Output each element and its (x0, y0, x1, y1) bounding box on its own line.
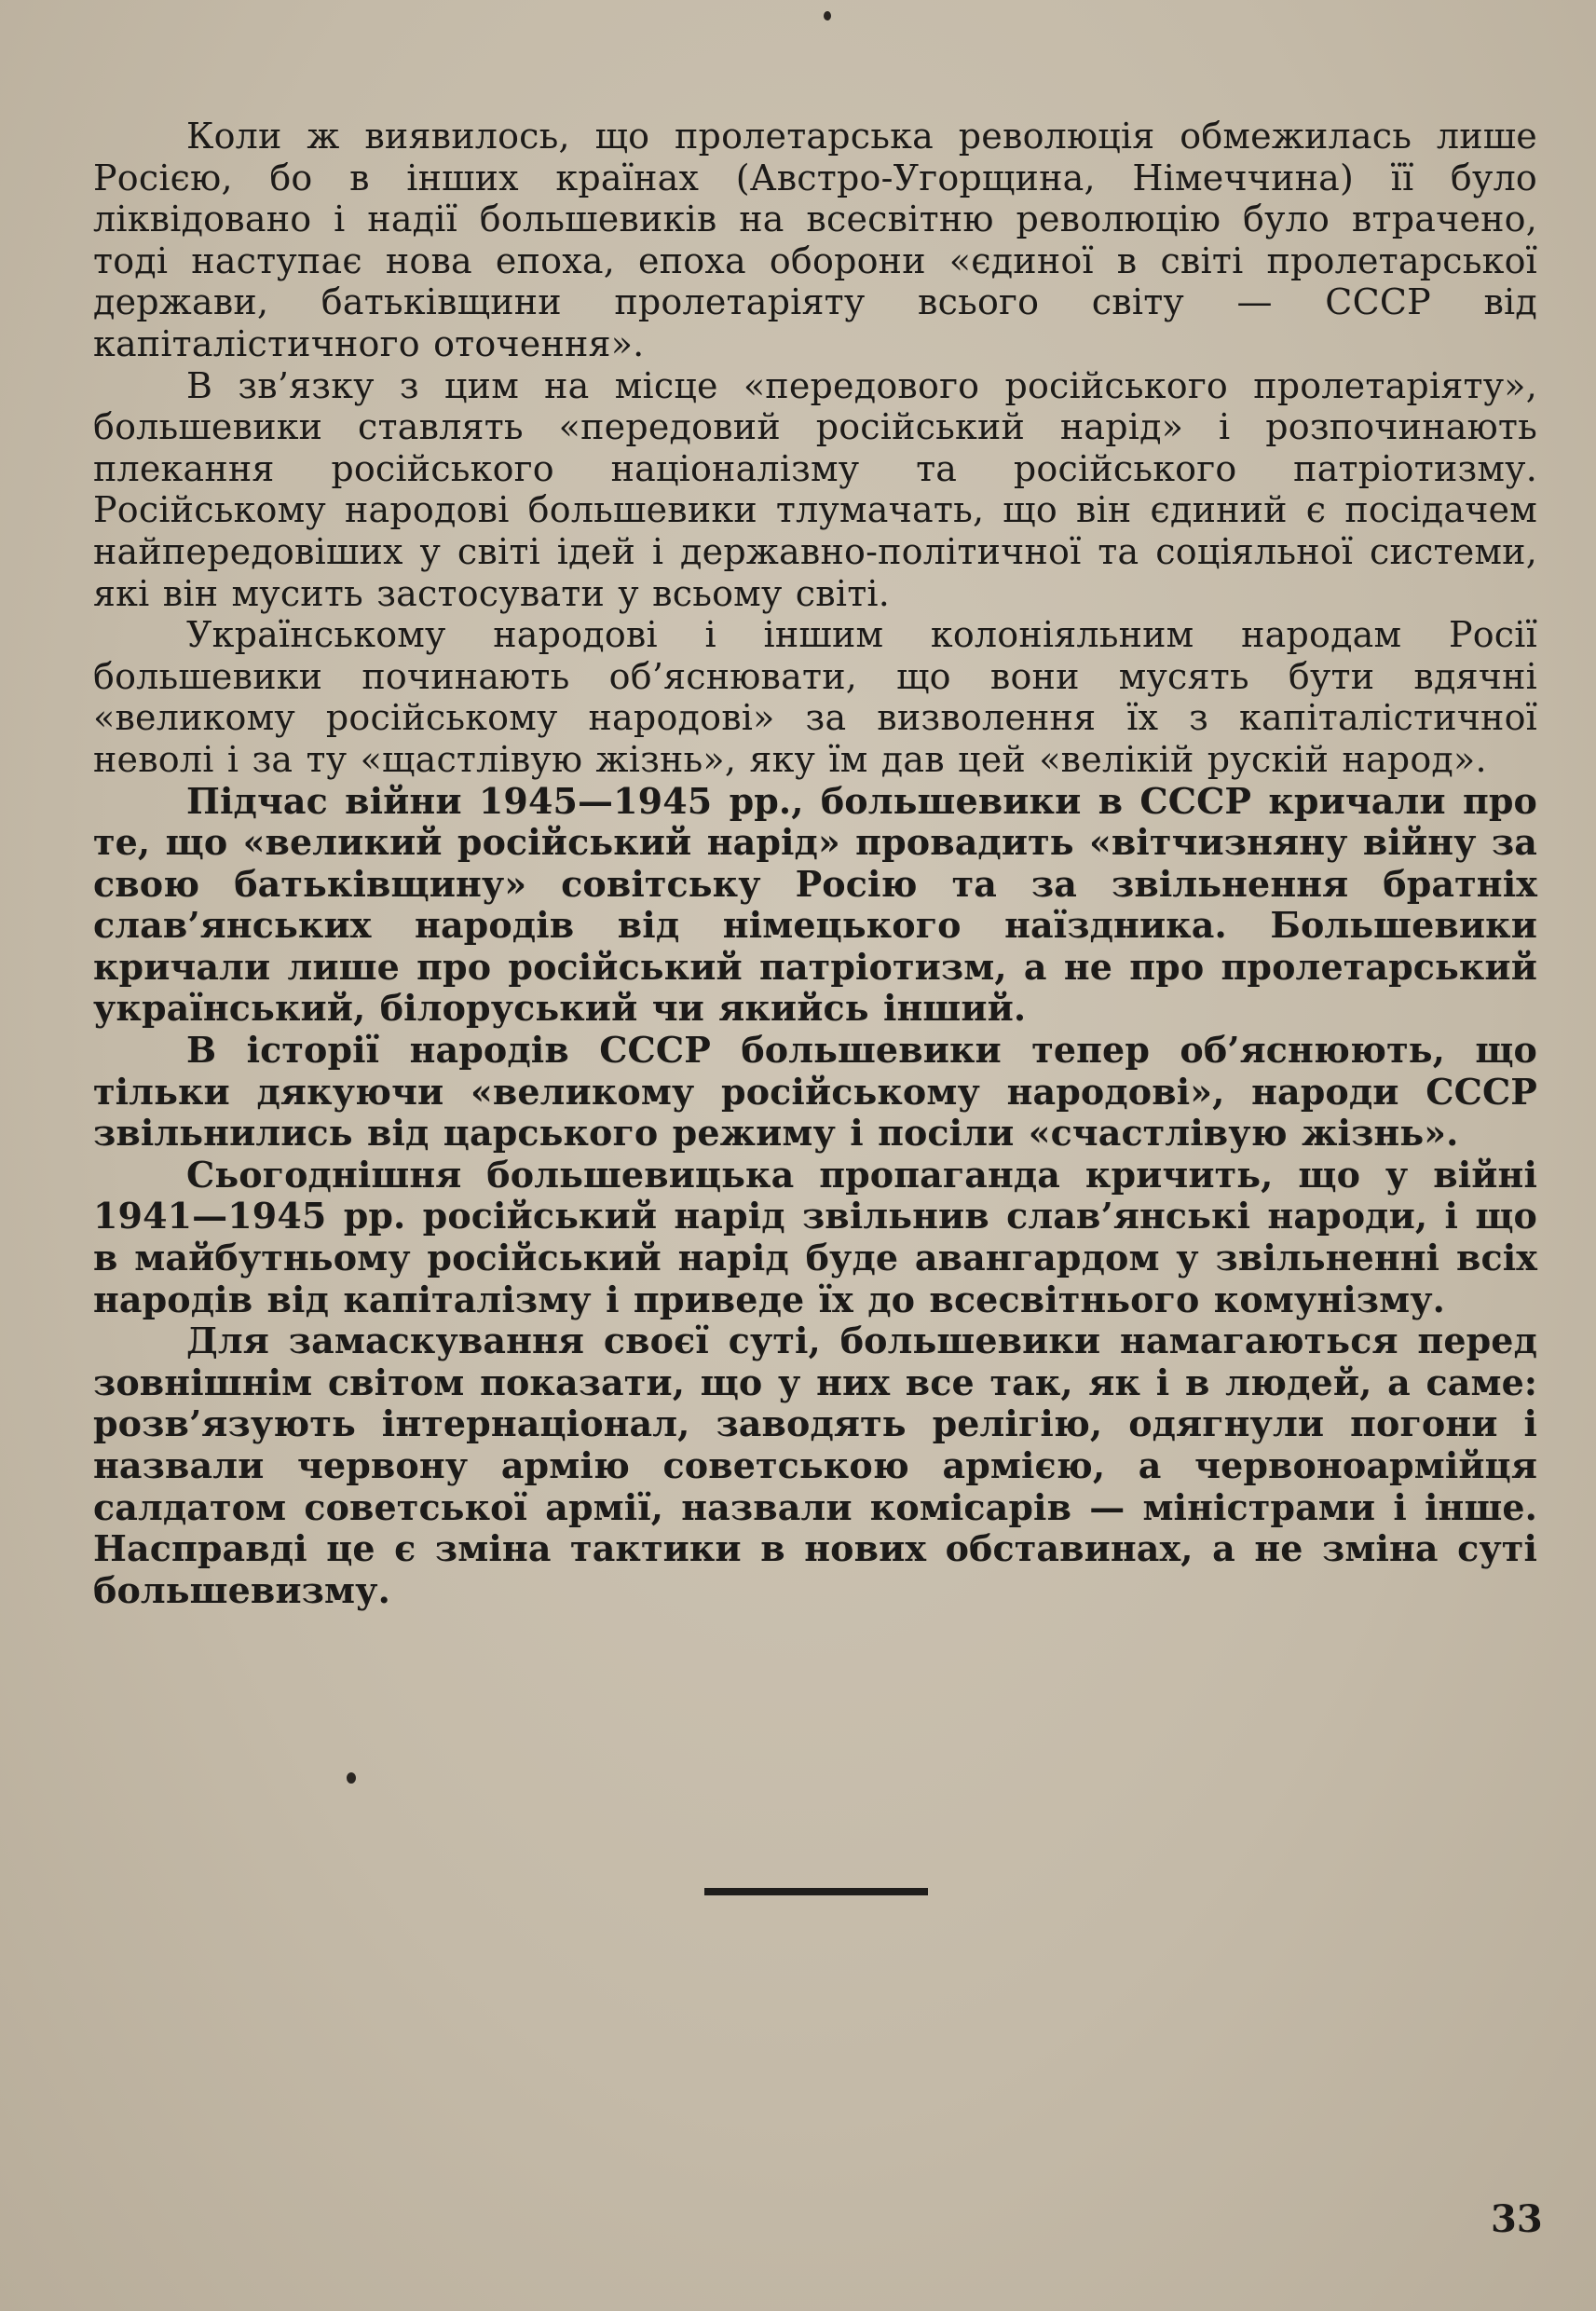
paragraph-1: Коли ж виявилось, що пролетарська революція обмежилась лише Росією, бо в інших країнах (Австро-Угорщина, Німеччина) її було ліквідовано і надії большевиків на всесвітню революцію було втрачено, тоді наступає нова епоха, епоха оборони «єдиної в світі пролетарської держави, батьківщини пролетаріяту всього світу — СССР від капіталістичного оточення». (93, 116, 1537, 364)
paragraph-2: В зв’язку з цим на місце «передового російського пролетаріяту», большевики ставлять «передовий російський нарід» і розпочинають плекання російського націоналізму та російського патріотизму. Російському народові большевики тлумачать, що він єдиний є посідачем найпередовіших у світі ідей і державно-політичної та соціяльної системи, які він мусить застосувати у всьому світі. (93, 364, 1537, 614)
paragraph-5: В історії народів СССР большевики тепер об’яснюють, що тільки дякуючи «великому російському народові», народи СССР звільнились від царського режиму і посіли «счастлівую жізнь». (93, 1029, 1537, 1155)
print-speck (347, 1772, 356, 1784)
paragraph-6: Сьогоднішня большевицька пропаганда кричить, що у війні 1941—1945 рр. російський нарід звільнив слав’янські народи, і що в майбутньому російський нарід буде авангардом у звільненні всіх народів від капіталізму і приведе їх до всесвітнього комунізму. (93, 1153, 1537, 1320)
page-number: 33 (1491, 2197, 1543, 2241)
print-speck (824, 11, 831, 21)
paragraph-4: Підчас війни 1945—1945 рр., большевики в СССР кричали про те, що «великий російський нарід» провадить «вітчизняну війну за свою батьківщину» совітську Росію та за звільнення братніх слав’янських народів від німецького наїздника. Большевики кричали лише про російський патріотизм, а не про пролетарський український, білоруський чи якийсь інший. (93, 779, 1537, 1030)
paragraph-7: Для замаскування своєї суті, большевики намагаються перед зовнішнім світом показати, що у них все так, як і в людей, а саме: розв’язують інтернаціонал, заводять релігію, одягнули погони і назвали червону армію советською армією, а червоноармійця салдатом советської армії, назвали комісарів — міністрами і інше. Насправді це є зміна тактики в нових обставинах, а не зміна суті большевизму. (93, 1320, 1537, 1611)
end-rule (704, 1888, 928, 1895)
body-text (93, 116, 1537, 1611)
paragraph-3: Українському народові і іншим колоніяльним народам Росії большевики починають об’яснювати, що вони мусять бути вдячні «великому російському народові» за визволення їх з капіталістичної неволі і за ту «щастлівую жізнь», яку їм дав цей «велікій рускій народ». (93, 614, 1537, 780)
